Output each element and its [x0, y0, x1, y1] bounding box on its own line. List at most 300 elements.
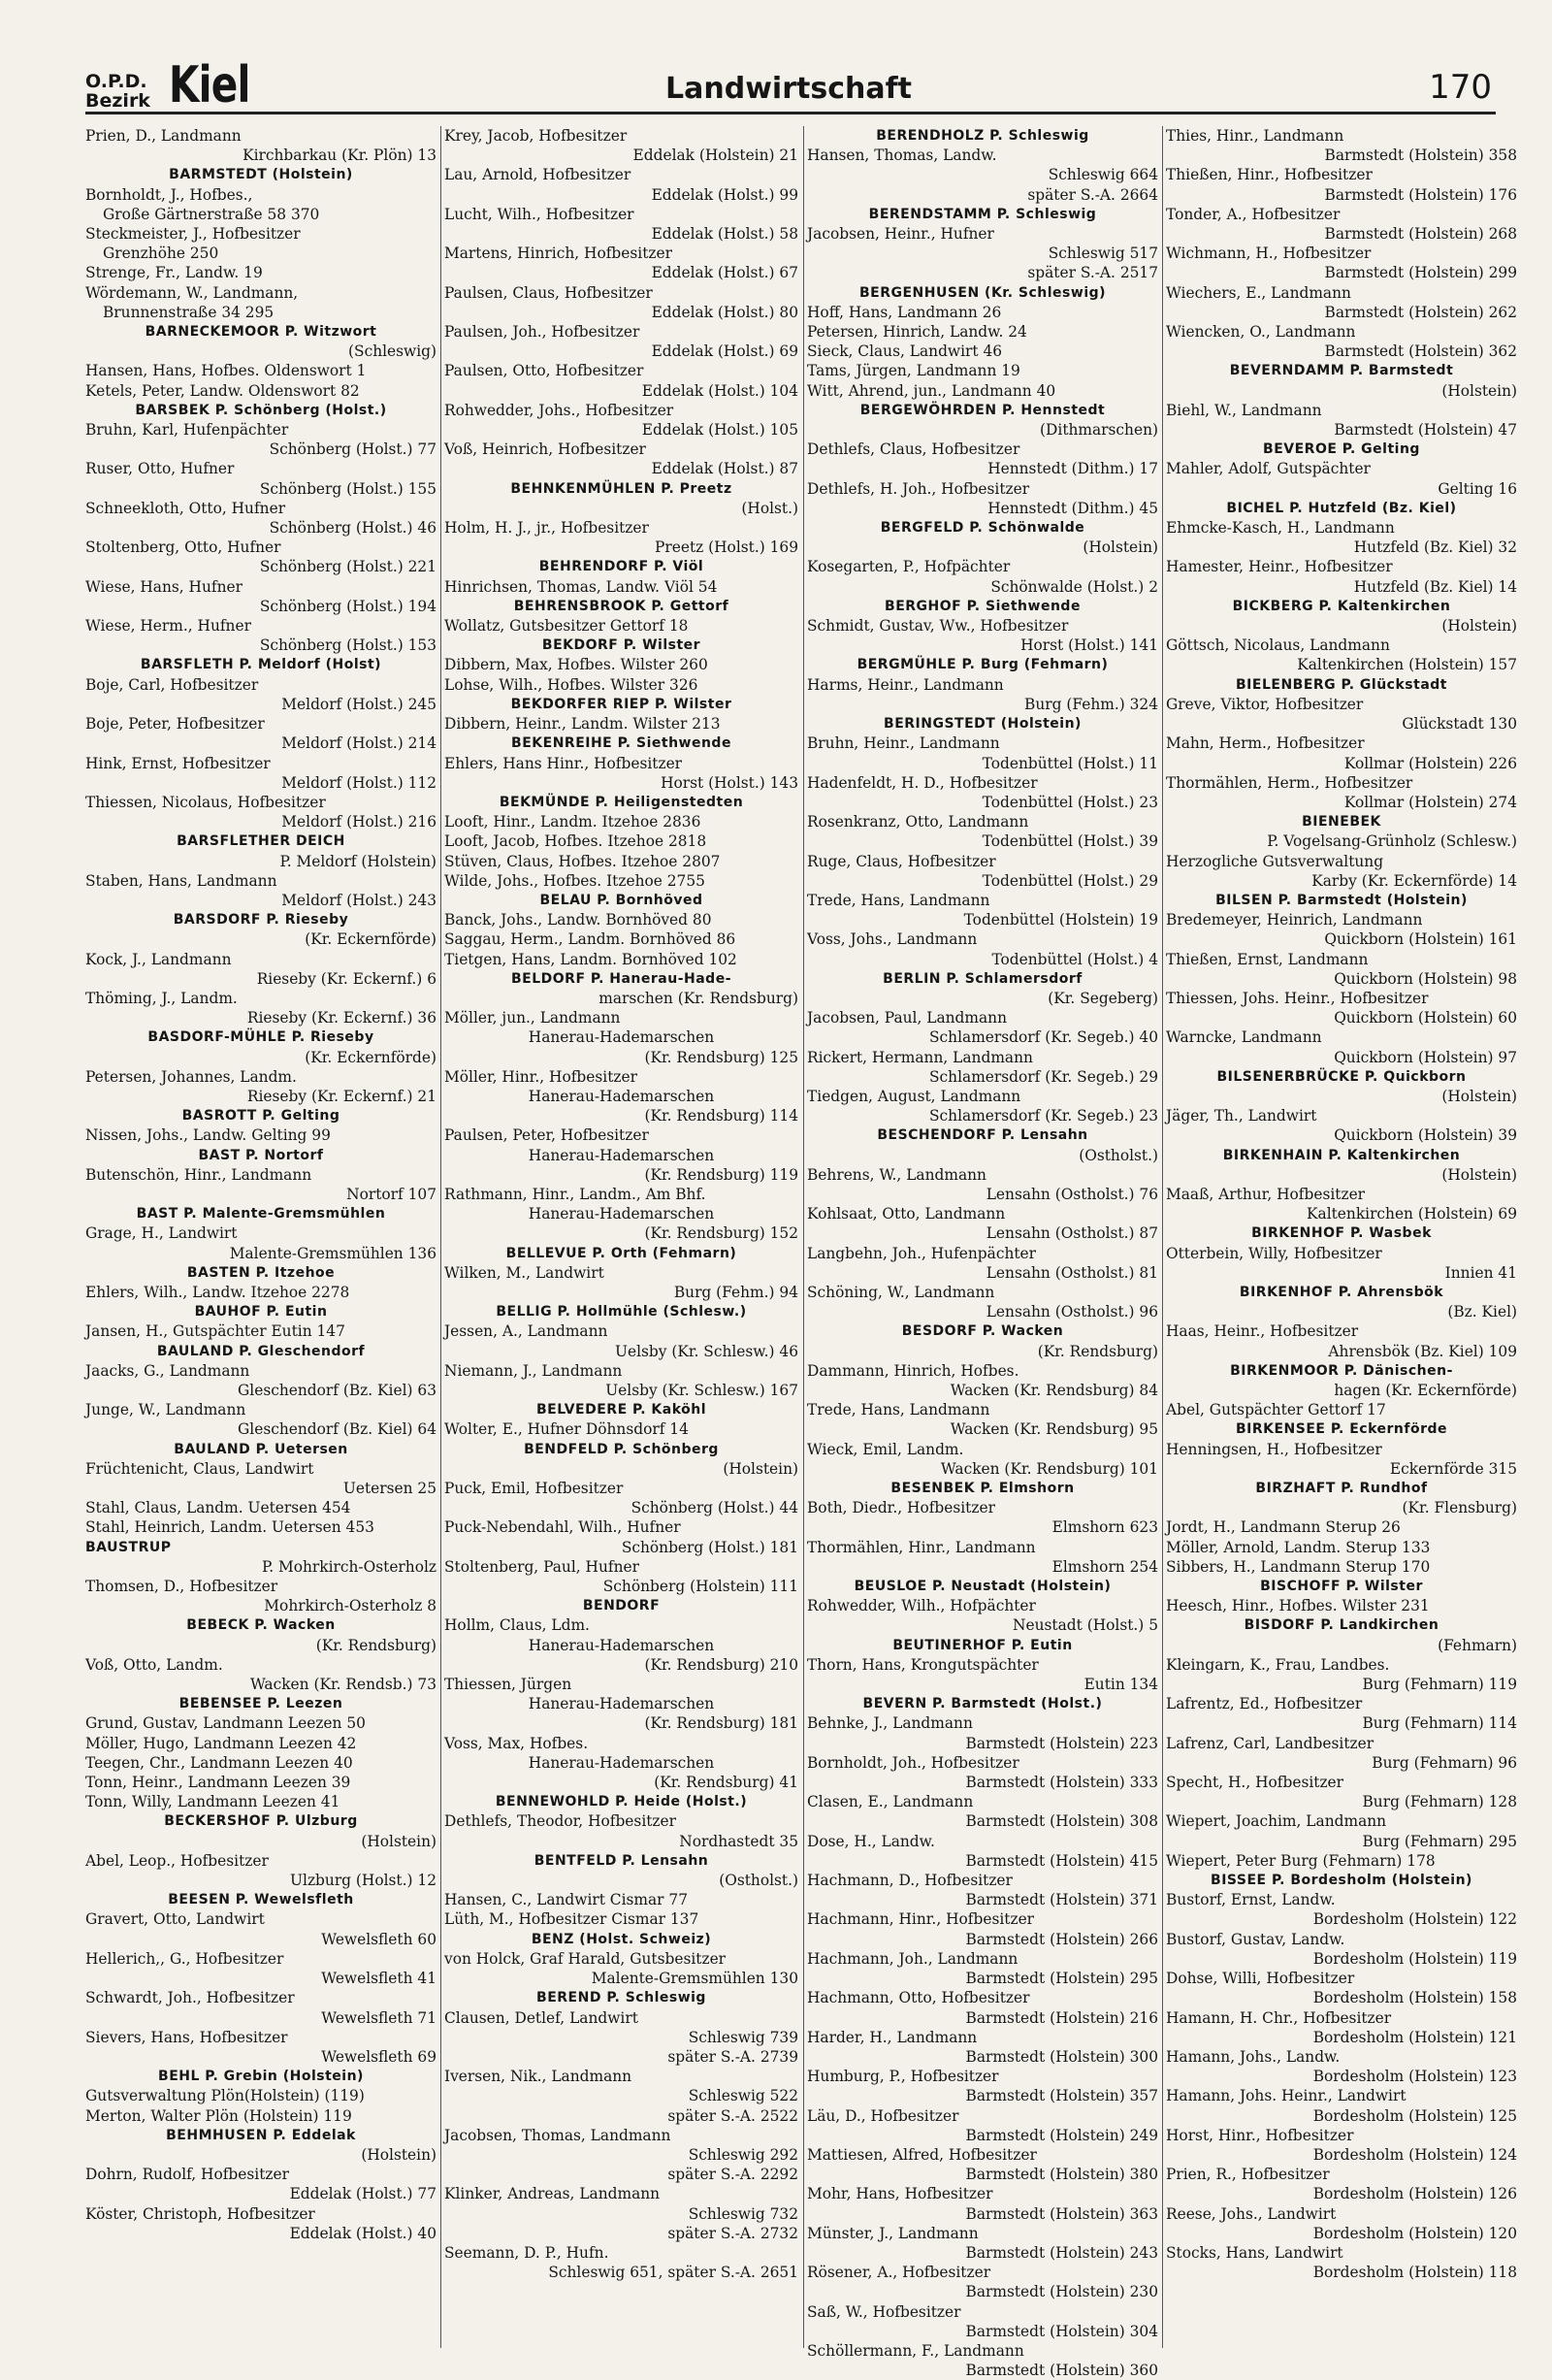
directory-line: (Ostholst.) — [719, 1872, 798, 1890]
directory-line: Schönberg (Holstein) 111 — [602, 1578, 798, 1596]
directory-line: Eddelak (Holst.) 104 — [641, 381, 798, 400]
place-heading: BERENDHOLZ P. Schleswig — [876, 128, 1089, 144]
place-heading: BICHEL P. Hutzfeld (Bz. Kiel) — [1226, 500, 1457, 516]
directory-line: Möller, Hinr., Hofbesitzer — [444, 1067, 637, 1086]
place-heading: BISSEE P. Bordesholm (Holstein) — [1211, 1873, 1472, 1889]
directory-line: Grage, H., Landwirt — [85, 1224, 238, 1243]
directory-line: Schlamersdorf (Kr. Segeb.) 40 — [929, 1028, 1158, 1047]
directory-line: Heesch, Hinr., Hofbes. Wilster 231 — [1166, 1597, 1430, 1615]
directory-line: Hamann, Johs. Heinr., Landwirt — [1166, 2087, 1406, 2105]
directory-line: Voss, Johs., Landmann — [807, 930, 978, 949]
directory-line: Schöllermann, F., Landmann — [807, 2341, 1024, 2360]
directory-line: Wiepert, Joachim, Landmann — [1166, 1812, 1387, 1831]
directory-line: Burg (Fehmarn) 96 — [1372, 1753, 1517, 1772]
place-heading: BERLIN P. Schlamersdorf — [883, 970, 1083, 987]
column-3 — [807, 126, 1158, 2380]
directory-line: Lüth, M., Hofbesitzer Cismar 137 — [444, 1910, 699, 1929]
directory-line: Eckernförde 315 — [1389, 1459, 1517, 1478]
directory-line: (Kr. Eckernförde) — [305, 930, 436, 949]
directory-line: Uetersen 25 — [342, 1480, 436, 1498]
directory-line: Schöning, W., Landmann — [807, 1283, 995, 1301]
directory-line: Banck, Johs., Landw. Bornhöved 80 — [444, 911, 712, 929]
bezirk-label: Bezirk — [85, 90, 150, 112]
directory-line: P. Meldorf (Holstein) — [279, 852, 436, 870]
place-heading: BEBECK P. Wacken — [186, 1617, 336, 1634]
directory-line: Quickborn (Holstein) 161 — [1324, 930, 1517, 949]
place-heading: BARSDORF P. Rieseby — [173, 912, 349, 929]
place-heading: BEKMÜNDE P. Heiligenstedten — [499, 794, 744, 810]
directory-line: Hanerau-Hademarschen — [528, 1753, 715, 1772]
directory-line: Bordesholm (Holstein) 125 — [1312, 2106, 1517, 2125]
directory-line: Barmstedt (Holstein) 308 — [965, 1812, 1158, 1831]
directory-line: Kleingarn, K., Frau, Landbes. — [1166, 1655, 1390, 1674]
directory-line: Henningsen, H., Hofbesitzer — [1166, 1440, 1382, 1458]
directory-line: Haas, Heinr., Hofbesitzer — [1166, 1322, 1359, 1341]
directory-line: Bordesholm (Holstein) 122 — [1312, 1910, 1517, 1929]
place-heading: BEESEN P. Wewelsfleth — [168, 1892, 354, 1908]
directory-line: Wewelsfleth 60 — [321, 1930, 436, 1948]
directory-line: Wilken, M., Landwirt — [444, 1263, 604, 1282]
directory-line: Stoltenberg, Otto, Hufner — [85, 538, 281, 557]
column-4 — [1166, 126, 1517, 2358]
directory-line: (Kr. Rendsburg) 114 — [644, 1107, 798, 1125]
directory-line: Wacken (Kr. Rendsburg) 95 — [950, 1420, 1158, 1439]
directory-line: (Kr. Flensburg) — [1402, 1499, 1517, 1517]
directory-line: Voß, Heinrich, Hofbesitzer — [444, 440, 646, 459]
directory-line: Dohse, Willi, Hofbesitzer — [1166, 1970, 1355, 1988]
directory-line: Merton, Walter Plön (Holstein) 119 — [85, 2106, 352, 2125]
place-heading: BELDORF P. Hanerau-Hade- — [510, 970, 732, 987]
place-heading: BEUTINERHOF P. Eutin — [892, 1637, 1073, 1653]
directory-line: Jessen, A., Landmann — [444, 1322, 608, 1341]
directory-line: Saß, W., Hofbesitzer — [807, 2302, 961, 2321]
directory-line: Hamester, Heinr., Hofbesitzer — [1166, 558, 1393, 576]
directory-line: Paulsen, Otto, Hofbesitzer — [444, 362, 644, 380]
directory-line: Seemann, D. P., Hufn. — [444, 2243, 609, 2262]
place-heading: BEVERN P. Barmstedt (Holst.) — [862, 1696, 1103, 1712]
directory-line: Wiechers, E., Landmann — [1166, 283, 1351, 302]
directory-line: Rickert, Hermann, Landmann — [807, 1048, 1033, 1066]
directory-line: Thorn, Hans, Krongutspächter — [807, 1655, 1039, 1674]
directory-line: Schönberg (Holst.) 181 — [621, 1538, 798, 1556]
place-heading: BERENDSTAMM P. Schleswig — [868, 206, 1097, 222]
directory-line: Jansen, H., Gutspächter Eutin 147 — [85, 1322, 345, 1341]
place-heading: BEHMHUSEN P. Eddelak — [166, 2127, 356, 2143]
directory-line: Kaltenkirchen (Holstein) 69 — [1307, 1205, 1517, 1223]
place-heading: BEKDORF P. Wilster — [541, 637, 701, 654]
directory-line: Eddelak (Holstein) 21 — [632, 147, 798, 165]
directory-line: Schönberg (Holst.) 46 — [269, 519, 436, 538]
place-heading: BERGEWÖHRDEN P. Hennstedt — [859, 402, 1106, 418]
directory-line: (Holstein) — [361, 2145, 436, 2164]
directory-line: Wacken (Kr. Rendsburg) 84 — [950, 1382, 1158, 1399]
directory-line: Große Gärtnerstraße 58 370 — [103, 205, 320, 223]
directory-line: Warncke, Landmann — [1166, 1028, 1322, 1047]
place-heading: BELLIG P. Hollmühle (Schlesw.) — [496, 1304, 747, 1320]
directory-line: Hutzfeld (Bz. Kiel) 14 — [1353, 577, 1517, 596]
place-heading: BIRKENHOF P. Ahrensbök — [1239, 1284, 1444, 1300]
place-heading: BIRKENHOF P. Wasbek — [1251, 1225, 1432, 1242]
directory-line: Barmstedt (Holstein) 268 — [1324, 225, 1517, 244]
directory-line: Eddelak (Holst.) 77 — [289, 2185, 436, 2203]
directory-line: Strenge, Fr., Landw. 19 — [85, 264, 263, 282]
directory-line: Bordesholm (Holstein) 158 — [1312, 1989, 1517, 2007]
column-divider — [1162, 126, 1163, 2348]
directory-line: Wiencken, O., Landmann — [1166, 323, 1356, 342]
directory-line: Bruhn, Heinr., Landmann — [807, 734, 1000, 753]
directory-line: Hinrichsen, Thomas, Landw. Viöl 54 — [444, 577, 718, 596]
directory-line: Hansen, Thomas, Landw. — [807, 147, 997, 165]
directory-line: (Kr. Rendsburg) 125 — [644, 1048, 798, 1066]
directory-line: Schleswig 522 — [688, 2087, 798, 2105]
directory-line: Schlamersdorf (Kr. Segeb.) 23 — [929, 1107, 1158, 1125]
directory-line: Reese, Johs., Landwirt — [1166, 2204, 1337, 2223]
place-heading: BERGMÜHLE P. Burg (Fehmarn) — [857, 657, 1109, 673]
place-heading: BEHL P. Grebin (Holstein) — [158, 2069, 364, 2085]
directory-line: Schneekloth, Otto, Hufner — [85, 499, 286, 517]
directory-line: Abel, Gutspächter Gettorf 17 — [1166, 1401, 1386, 1419]
directory-line: Horst (Holst.) 143 — [661, 773, 798, 792]
directory-line: Hachmann, D., Hofbesitzer — [807, 1872, 1013, 1890]
place-heading: BIRKENHAIN P. Kaltenkirchen — [1222, 1147, 1461, 1163]
directory-line: Bordesholm (Holstein) 124 — [1312, 2145, 1517, 2164]
directory-line: Burg (Fehmarn) 295 — [1362, 1832, 1517, 1850]
directory-line: Hellerich,, G., Hofbesitzer — [85, 1949, 284, 1968]
directory-line: Dethlefs, H. Joh., Hofbesitzer — [807, 479, 1030, 498]
directory-line: Voß, Otto, Landm. — [85, 1655, 223, 1674]
directory-line: Lafrenz, Carl, Landbesitzer — [1166, 1734, 1374, 1752]
directory-line: Hutzfeld (Bz. Kiel) 32 — [1353, 538, 1517, 557]
directory-line: Voss, Max, Hofbes. — [444, 1734, 589, 1752]
directory-line: (Holstein) — [1441, 381, 1517, 400]
directory-line: Barmstedt (Holstein) 304 — [965, 2322, 1158, 2340]
directory-line: Lafrentz, Ed., Hofbesitzer — [1166, 1695, 1363, 1713]
place-heading: BARMSTEDT (Holstein) — [169, 167, 353, 183]
directory-line: Maaß, Arthur, Hofbesitzer — [1166, 1185, 1366, 1203]
directory-line: Hanerau-Hademarschen — [528, 1028, 715, 1047]
place-heading: BEBENSEE P. Leezen — [178, 1696, 343, 1712]
directory-line: Hamann, Johs., Landw. — [1166, 2047, 1341, 2066]
directory-line: Eddelak (Holst.) 87 — [651, 460, 798, 478]
directory-line: später S.-A. 2739 — [667, 2047, 798, 2066]
place-heading: BIENEBEK — [1302, 814, 1381, 831]
place-heading: BEHRENDORF P. Viöl — [538, 559, 704, 575]
directory-line: (Kr. Segeberg) — [1048, 989, 1158, 1007]
directory-line: Lensahn (Ostholst.) 96 — [986, 1303, 1158, 1321]
directory-line: Dose, H., Landw. — [807, 1832, 935, 1850]
directory-line: Kollmar (Holstein) 226 — [1343, 754, 1517, 772]
directory-line: Barmstedt (Holstein) 299 — [1324, 264, 1517, 282]
directory-line: Hanerau-Hademarschen — [528, 1087, 715, 1105]
directory-line: Todenbüttel (Holst.) 4 — [991, 950, 1158, 968]
directory-line: Karby (Kr. Eckernförde) 14 — [1311, 871, 1517, 890]
directory-line: (Bz. Kiel) — [1447, 1303, 1517, 1321]
directory-line: Biehl, W., Landmann — [1166, 401, 1322, 419]
directory-line: Nortorf 107 — [346, 1185, 436, 1203]
directory-line: Bustorf, Gustav, Landw. — [1166, 1930, 1345, 1948]
column-divider — [440, 126, 441, 2348]
place-heading: BARSFLETH P. Meldorf (Holst) — [140, 657, 382, 673]
directory-line: Thiessen, Jürgen — [444, 1676, 572, 1694]
directory-line: (Holstein) — [1441, 617, 1517, 636]
directory-line: Rieseby (Kr. Eckernf.) 21 — [246, 1087, 436, 1105]
directory-line: Jacobsen, Paul, Landmann — [807, 1009, 1007, 1027]
place-heading: BARNECKEMOOR P. Witzwort — [145, 324, 377, 341]
directory-line: Thiessen, Johs. Heinr., Hofbesitzer — [1166, 989, 1429, 1007]
place-heading: BELAU P. Bornhöved — [539, 892, 703, 908]
directory-line: Schleswig 651, später S.-A. 2651 — [548, 2264, 798, 2282]
directory-line: Wolter, E., Hufner Döhnsdorf 14 — [444, 1420, 689, 1439]
directory-line: Läu, D., Hofbesitzer — [807, 2106, 959, 2125]
place-heading: BEUSLOE P. Neustadt (Holstein) — [854, 1579, 1112, 1595]
directory-line: Lensahn (Ostholst.) 81 — [986, 1263, 1158, 1282]
directory-line: (Holstein) — [361, 1832, 436, 1850]
directory-line: Barmstedt (Holstein) 176 — [1324, 185, 1517, 204]
directory-line: Ehlers, Hans Hinr., Hofbesitzer — [444, 754, 683, 772]
directory-line: Eddelak (Holst.) 69 — [651, 342, 798, 361]
directory-line: Grenzhöhe 250 — [103, 245, 219, 263]
directory-line: Kaltenkirchen (Holstein) 157 — [1297, 656, 1517, 674]
place-heading: BENDORF — [582, 1598, 661, 1614]
directory-line: Barmstedt (Holstein) 333 — [965, 1774, 1158, 1792]
page-title: Landwirtschaft — [665, 72, 912, 106]
directory-line: Möller, jun., Landmann — [444, 1009, 621, 1027]
directory-line: Wewelsfleth 41 — [321, 1970, 436, 1988]
place-heading: BEHRENSBROOK P. Gettorf — [513, 598, 729, 614]
directory-line: Holm, H. J., jr., Hofbesitzer — [444, 519, 649, 538]
directory-line: Langbehn, Joh., Hufenpächter — [807, 1244, 1037, 1262]
directory-line: Bustorf, Ernst, Landw. — [1166, 1891, 1336, 1909]
directory-line: Hamann, H. Chr., Hofbesitzer — [1166, 2008, 1392, 2027]
directory-line: Gleschendorf (Bz. Kiel) 63 — [238, 1382, 436, 1399]
directory-line: Both, Diedr., Hofbesitzer — [807, 1499, 995, 1517]
place-heading: BAUSTRUP — [85, 1539, 172, 1555]
directory-line: Staben, Hans, Landmann — [85, 871, 277, 890]
place-heading: BAST P. Malente-Gremsmühlen — [136, 1206, 386, 1223]
directory-line: Grund, Gustav, Landmann Leezen 50 — [85, 1714, 366, 1733]
directory-line: Meldorf (Holst.) 216 — [281, 813, 436, 831]
directory-line: Barmstedt (Holstein) 262 — [1324, 303, 1517, 321]
directory-line: Wilde, Johs., Hofbes. Itzehoe 2755 — [444, 871, 705, 890]
directory-line: Sieck, Claus, Landwirt 46 — [807, 342, 1003, 361]
directory-line: Niemann, J., Landmann — [444, 1361, 623, 1380]
directory-line: Eddelak (Holst.) 40 — [289, 2224, 436, 2242]
directory-line: Junge, W., Landmann — [85, 1401, 246, 1419]
directory-line: Klinker, Andreas, Landmann — [444, 2185, 661, 2203]
directory-line: Todenbüttel (Holst.) 11 — [982, 754, 1158, 772]
directory-line: Thiessen, Nicolaus, Hofbesitzer — [85, 793, 326, 811]
directory-line: Schlamersdorf (Kr. Segeb.) 29 — [929, 1067, 1158, 1086]
place-heading: BESENBEK P. Elmshorn — [890, 1481, 1075, 1497]
directory-line: Wichmann, H., Hofbesitzer — [1166, 245, 1372, 263]
place-heading: BEVEROE P. Gelting — [1263, 441, 1420, 458]
directory-line: Paulsen, Joh., Hofbesitzer — [444, 323, 640, 342]
directory-line: Stoltenberg, Paul, Hufner — [444, 1557, 639, 1576]
directory-line: Dammann, Hinrich, Hofbes. — [807, 1361, 1019, 1380]
directory-line: P. Mohrkirch-Osterholz — [261, 1557, 436, 1576]
directory-line: Stahl, Heinrich, Landm. Uetersen 453 — [85, 1518, 374, 1537]
directory-line: Barmstedt (Holstein) 47 — [1334, 421, 1517, 440]
directory-line: Barmstedt (Holstein) 362 — [1324, 342, 1517, 361]
directory-line: Wacken (Kr. Rendsb.) 73 — [249, 1676, 436, 1694]
directory-line: Hoff, Hans, Landmann 26 — [807, 303, 1002, 321]
directory-line: Schönberg (Holst.) 77 — [269, 440, 436, 459]
directory-line: (Holstein) — [1441, 1087, 1517, 1105]
directory-line: Wewelsfleth 71 — [321, 2008, 436, 2027]
directory-line: Meldorf (Holst.) 243 — [281, 891, 436, 909]
directory-line: Thomsen, D., Hofbesitzer — [85, 1578, 278, 1596]
directory-line: Mohr, Hans, Hofbesitzer — [807, 2185, 993, 2203]
directory-line: P. Vogelsang-Grünholz (Schlesw.) — [1267, 832, 1517, 851]
directory-line: (Holstein) — [1441, 1165, 1517, 1184]
directory-line: Sibbers, H., Landmann Sterup 170 — [1166, 1557, 1431, 1576]
directory-line: später S.-A. 2292 — [667, 2166, 798, 2184]
directory-line: Humburg, P., Hofbesitzer — [807, 2068, 999, 2086]
directory-line: Bruhn, Karl, Hufenpächter — [85, 421, 289, 440]
place-heading: BIRKENSEE P. Eckernförde — [1235, 1421, 1448, 1438]
directory-line: Dohrn, Rudolf, Hofbesitzer — [85, 2166, 289, 2184]
directory-line: Iversen, Nik., Landmann — [444, 2068, 632, 2086]
directory-line: Bordesholm (Holstein) 126 — [1312, 2185, 1517, 2203]
directory-line: Horst (Holst.) 141 — [1020, 636, 1158, 655]
column-divider — [803, 126, 804, 2348]
directory-line: Wewelsfleth 69 — [321, 2047, 436, 2066]
directory-line: (Kr. Rendsburg) 210 — [644, 1655, 798, 1674]
directory-line: Nordhastedt 35 — [679, 1832, 798, 1850]
place-heading: BENNEWOHLD P. Heide (Holst.) — [495, 1794, 748, 1810]
directory-line: Hadenfeldt, H. D., Hofbesitzer — [807, 773, 1038, 792]
directory-line: Thormählen, Herm., Hofbesitzer — [1166, 773, 1413, 792]
directory-line: Meldorf (Holst.) 112 — [281, 773, 436, 792]
directory-line: Barmstedt (Holstein) 216 — [965, 2008, 1158, 2027]
directory-line: Schönberg (Holst.) 221 — [259, 558, 436, 576]
directory-line: Petersen, Johannes, Landm. — [85, 1067, 297, 1086]
directory-line: später S.-A. 2517 — [1027, 264, 1158, 282]
directory-line: (Kr. Rendsburg) 181 — [644, 1714, 798, 1733]
directory-line: hagen (Kr. Eckernförde) — [1334, 1382, 1517, 1399]
place-heading: BEKENREIHE P. Siethwende — [511, 735, 731, 752]
directory-line: Eddelak (Holst.) 80 — [651, 303, 798, 321]
directory-line: Bordesholm (Holstein) 123 — [1312, 2068, 1517, 2086]
directory-line: Barmstedt (Holstein) 363 — [965, 2204, 1158, 2223]
directory-line: Eddelak (Holst.) 58 — [651, 225, 798, 244]
directory-line: Eddelak (Holst.) 99 — [651, 185, 798, 204]
directory-line: Tietgen, Hans, Landm. Bornhöved 102 — [444, 950, 737, 968]
directory-line: Elmshorn 623 — [1051, 1518, 1158, 1537]
directory-line: von Holck, Graf Harald, Gutsbesitzer — [444, 1949, 727, 1968]
place-heading: BENDFELD P. Schönberg — [524, 1441, 719, 1457]
directory-line: Otterbein, Willy, Hofbesitzer — [1166, 1244, 1382, 1262]
directory-line: Preetz (Holst.) 169 — [655, 538, 798, 557]
directory-line: Meldorf (Holst.) 214 — [281, 734, 436, 753]
place-heading: BAULAND P. Uetersen — [174, 1441, 348, 1457]
directory-line: Schleswig 292 — [688, 2145, 798, 2164]
directory-line: Mahler, Adolf, Gutspächter — [1166, 460, 1371, 478]
directory-line: Wördemann, W., Landmann, — [85, 283, 299, 302]
directory-line: Tonn, Heinr., Landmann Leezen 39 — [85, 1774, 351, 1792]
directory-line: Clausen, Detlef, Landwirt — [444, 2008, 638, 2027]
directory-line: Gravert, Otto, Landwirt — [85, 1910, 265, 1929]
directory-line: Innien 41 — [1444, 1263, 1517, 1282]
directory-line: Hennstedt (Dithm.) 45 — [987, 499, 1158, 517]
directory-line: Malente-Gremsmühlen 130 — [591, 1970, 798, 1988]
directory-line: (Kr. Rendsburg) 119 — [644, 1165, 798, 1184]
page-header — [85, 56, 1492, 114]
directory-line: Herzogliche Gutsverwaltung — [1166, 852, 1384, 870]
directory-line: Burg (Fehm.) 324 — [1024, 695, 1158, 713]
directory-line: Todenbüttel (Holst.) 39 — [982, 832, 1158, 851]
directory-line: Hansen, C., Landwirt Cismar 77 — [444, 1891, 689, 1909]
place-heading: BIRZHAFT P. Rundhof — [1255, 1481, 1428, 1497]
directory-line: Schönwalde (Holst.) 2 — [990, 577, 1158, 596]
place-heading: BIELENBERG P. Glückstadt — [1236, 676, 1447, 693]
directory-line: Prien, R., Hofbesitzer — [1166, 2166, 1330, 2184]
directory-line: Boje, Carl, Hofbesitzer — [85, 675, 259, 694]
place-heading: BILSENERBRÜCKE P. Quickborn — [1216, 1068, 1467, 1085]
page-number: 170 — [1429, 68, 1492, 107]
directory-line: (Kr. Eckernförde) — [305, 1048, 436, 1066]
directory-line: Bornholdt, Joh., Hofbesitzer — [807, 1753, 1019, 1772]
directory-line: Saggau, Herm., Landm. Bornhöved 86 — [444, 930, 736, 949]
directory-line: Lucht, Wilh., Hofbesitzer — [444, 205, 634, 223]
directory-line: später S.-A. 2522 — [667, 2106, 798, 2125]
place-heading: BASROTT P. Gelting — [181, 1108, 340, 1125]
directory-line: Ruge, Claus, Hofbesitzer — [807, 852, 996, 870]
place-heading: BELVEDERE P. Kaköhl — [535, 1402, 707, 1418]
directory-line: Todenbüttel (Holstein) 19 — [963, 911, 1158, 929]
directory-line: Paulsen, Claus, Hofbesitzer — [444, 283, 653, 302]
directory-line: Rieseby (Kr. Eckernf.) 6 — [256, 969, 436, 988]
place-heading: BENTFELD P. Lensahn — [534, 1852, 709, 1869]
directory-line: Clasen, E., Landmann — [807, 1793, 974, 1811]
directory-line: Behnke, J., Landmann — [807, 1714, 973, 1733]
directory-line: Thies, Hinr., Landmann — [1166, 127, 1344, 145]
directory-line: Kock, J., Landmann — [85, 950, 232, 968]
directory-line: Mattiesen, Alfred, Hofbesitzer — [807, 2145, 1037, 2164]
directory-line: Looft, Jacob, Hofbes. Itzehoe 2818 — [444, 832, 707, 851]
directory-line: (Kr. Rendsburg) — [1037, 1342, 1158, 1360]
directory-line: Specht, H., Hofbesitzer — [1166, 1774, 1344, 1792]
directory-line: Schönberg (Holst.) 153 — [259, 636, 436, 655]
directory-line: Rösener, A., Hofbesitzer — [807, 2264, 991, 2282]
directory-line: Thießen, Ernst, Landmann — [1166, 950, 1369, 968]
directory-line: Wiese, Herm., Hufner — [85, 617, 251, 636]
directory-line: Jäger, Th., Landwirt — [1166, 1107, 1317, 1125]
place-heading: BERGHOF P. Siethwende — [885, 598, 1081, 614]
directory-line: Uelsby (Kr. Schlesw.) 167 — [605, 1382, 798, 1399]
opd-label: O.P.D. — [85, 71, 147, 92]
directory-line: Quickborn (Holstein) 60 — [1334, 1009, 1517, 1027]
directory-line: Hanerau-Hademarschen — [528, 1205, 715, 1223]
directory-line: Tiedgen, August, Landmann — [807, 1087, 1021, 1105]
directory-line: Sievers, Hans, Hofbesitzer — [85, 2028, 288, 2046]
directory-line: (Holstein) — [723, 1459, 798, 1478]
directory-line: Paulsen, Peter, Hofbesitzer — [444, 1126, 649, 1145]
directory-line: Ruser, Otto, Hufner — [85, 460, 235, 478]
directory-line: Barmstedt (Holstein) 380 — [965, 2166, 1158, 2184]
directory-line: Kollmar (Holstein) 274 — [1343, 793, 1517, 811]
directory-line: Bordesholm (Holstein) 120 — [1312, 2224, 1517, 2242]
directory-line: Horst, Hinr., Hofbesitzer — [1166, 2126, 1354, 2144]
directory-line: Thormählen, Hinr., Landmann — [807, 1538, 1036, 1556]
directory-line: Ehlers, Wilh., Landw. Itzehoe 2278 — [85, 1283, 350, 1301]
directory-line: Bredemeyer, Heinrich, Landmann — [1166, 911, 1423, 929]
directory-line: Früchtenicht, Claus, Landwirt — [85, 1459, 314, 1478]
directory-line: Schmidt, Gustav, Ww., Hofbesitzer — [807, 617, 1069, 636]
directory-line: Jacobsen, Heinr., Hufner — [807, 225, 994, 244]
directory-line: Barmstedt (Holstein) 415 — [965, 1851, 1158, 1870]
directory-line: Tonn, Willy, Landmann Leezen 41 — [85, 1793, 340, 1811]
